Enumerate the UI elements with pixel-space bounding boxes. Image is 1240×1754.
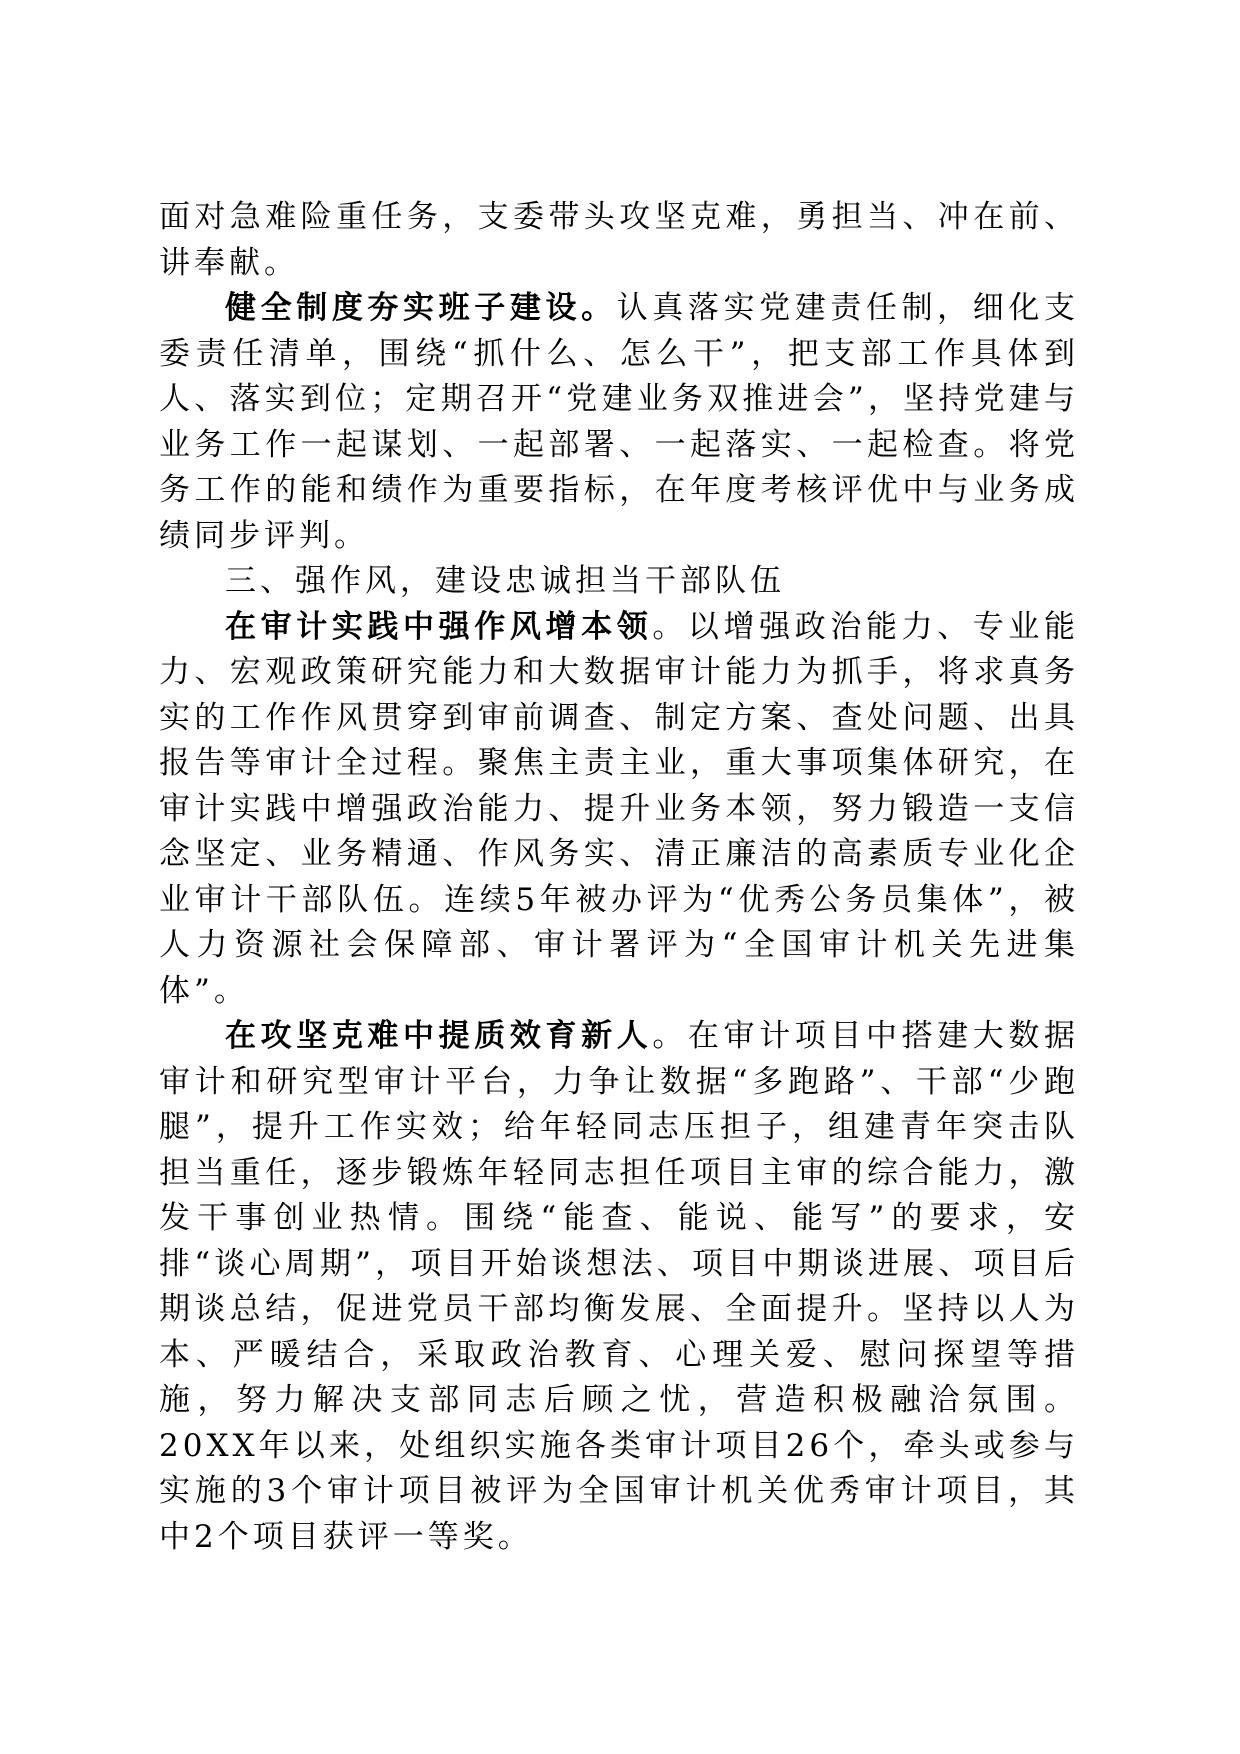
paragraph-text: 。以增强政治能力、专业能力、宏观政策研究能力和大数据审计能力为抓手，将求真务实的工作作风贯穿到审前调查、制定方案、查处问题、出具报告等审计全过程。聚焦主责主业，重大事项集体研究，在审计实践中增强政治能力、提升业务本领，努力锻造一支信念坚定、业务精通、作风务实、清正廉洁的高素质专业化企业审计干部队伍。连续5年被办评为“优秀公务员集体”，被人力资源社会保障部、审计署评为“全国审计机关先进集体”。 [159, 608, 1080, 1009]
paragraph-text: 认真落实党建责任制，细化支委责任清单，围绕“抓什么、怎么干”，把支部工作具体到人、落实到位；定期召开“党建业务双推进会”，坚持党建与业务工作一起谋划、一起部署、一起落实、一起检查。将党务工作的能和绩作为重要指标，在年度考核评优中与业务成绩同步评判。 [159, 290, 1080, 554]
paragraph-continuation [159, 195, 1079, 286]
document-page [159, 195, 1079, 1560]
paragraph-new-talent [159, 1014, 1079, 1560]
paragraph-system-building [159, 286, 1079, 559]
paragraph-lead: 在攻坚克难中提质效育新人 [225, 1018, 653, 1054]
section-heading-text: 三、强作风，建设忠诚担当干部队伍 [225, 563, 785, 599]
paragraph-text: 。在审计项目中搭建大数据审计和研究型审计平台，力争让数据“多跑路”、干部“少跑腿”，提升工作实效；给年轻同志压担子，组建青年突击队担当重任，逐步锻炼年轻同志担任项目主审的综合能力，激发干事创业热情。围绕“能查、能说、能写”的要求，安排“谈心周期”，项目开始谈想法、项目中期谈进展、项目后期谈总结，促进党员干部均衡发展、全面提升。坚持以人为本、严暖结合，采取政治教育、心理关爱、慰问探望等措施，努力解决支部同志后顾之忧，营造积极融洽氛围。20XX年以来，处组织实施各类审计项目26个，牵头或参与实施的3个审计项目被评为全国审计机关优秀审计项目，其中2个项目获评一等奖。 [159, 1018, 1080, 1555]
paragraph-text: 面对急难险重任务，支委带头攻坚克难，勇担当、冲在前、讲奉献。 [159, 199, 1079, 281]
paragraph-audit-practice [159, 605, 1079, 1015]
paragraph-lead: 健全制度夯实班子建设。 [225, 290, 617, 326]
section-heading [159, 559, 1079, 605]
paragraph-lead: 在审计实践中强作风增本领 [225, 608, 653, 645]
